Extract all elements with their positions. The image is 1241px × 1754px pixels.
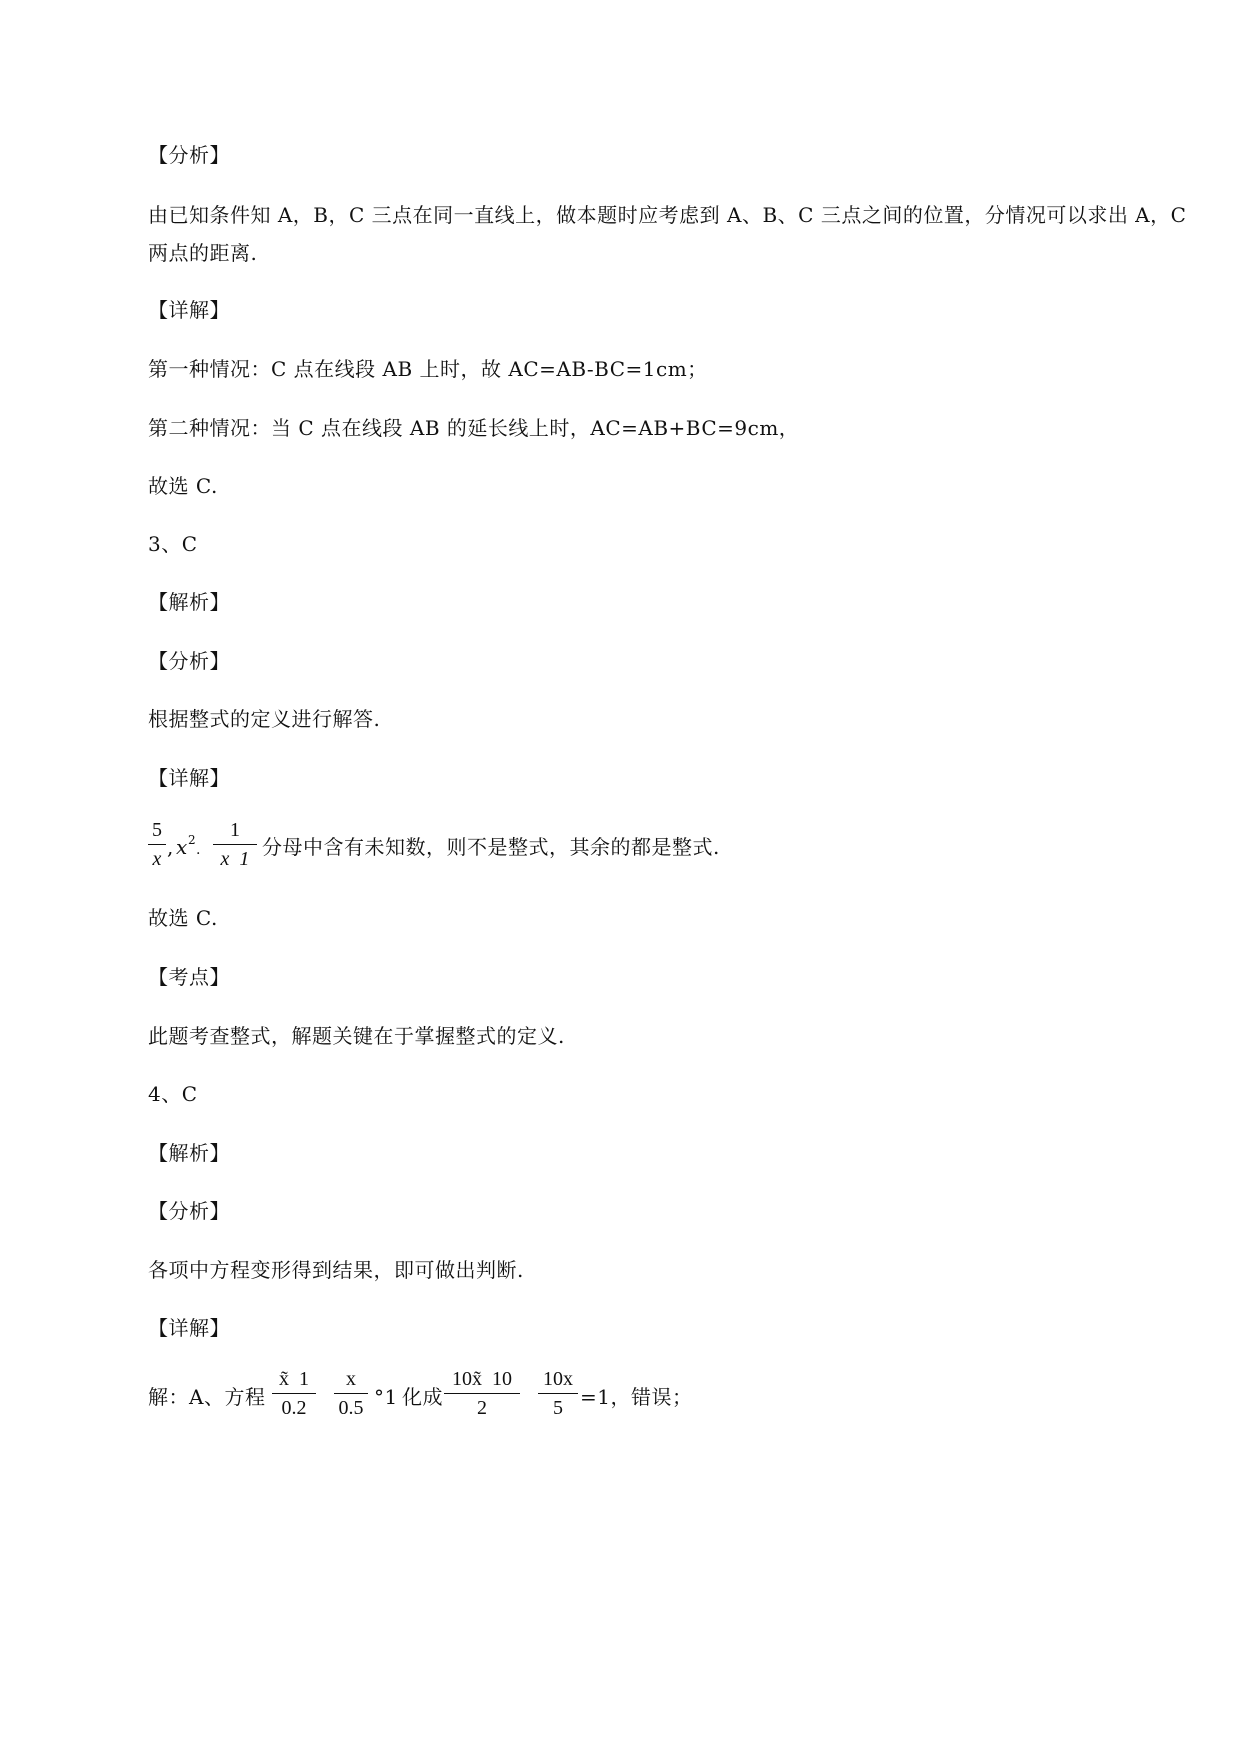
comma: , — [167, 835, 174, 859]
case-two-text: 第二种情况：当 C 点在线段 AB 的延长线上时，AC=AB+BC=9cm， — [148, 416, 800, 440]
fraction-numerator: 5 — [152, 819, 162, 841]
fraction-bar — [334, 1393, 368, 1394]
solution-tail: =1，错误； — [580, 1385, 693, 1409]
fraction-numerator: x — [346, 1368, 356, 1390]
question-3-number: 3、C — [148, 532, 198, 556]
detail-heading: 【详解】 — [148, 1316, 230, 1340]
parse-heading: 【解析】 — [148, 1141, 230, 1165]
fraction-denominator: 0.2 — [281, 1397, 307, 1419]
analysis-paragraph: 根据整式的定义进行解答. — [148, 707, 381, 731]
x-variable: x — [176, 835, 188, 859]
fraction-denominator: x 1 — [220, 848, 250, 870]
fraction-numerator: 10x̃ 10 — [452, 1368, 512, 1390]
fraction-denominator: 2 — [477, 1397, 487, 1419]
case-one-text: 第一种情况：C 点在线段 AB 上时，故 AC=AB-BC=1cm； — [148, 357, 708, 381]
analysis-heading: 【分析】 — [148, 1199, 230, 1223]
fraction-denominator: 0.5 — [338, 1397, 364, 1419]
equals-one: °1 — [374, 1385, 398, 1409]
analysis-heading: 【分析】 — [148, 143, 230, 167]
analysis-paragraph: 各项中方程变形得到结果，即可做出判断. — [148, 1258, 524, 1282]
fraction-bar — [444, 1393, 520, 1394]
exponent-2: 2 — [188, 833, 197, 847]
solution-prefix: 解：A、方程 — [148, 1385, 266, 1409]
parse-heading: 【解析】 — [148, 590, 230, 614]
analysis-heading: 【分析】 — [148, 649, 230, 673]
fraction-bar — [148, 844, 166, 845]
detail-explanation: 分母中含有未知数，则不是整式，其余的都是整式. — [262, 835, 720, 859]
answer-choice-text: 故选 C. — [148, 474, 218, 498]
fraction-bar — [538, 1393, 578, 1394]
fraction-numerator: x̃ 1 — [279, 1368, 309, 1390]
detail-heading: 【详解】 — [148, 766, 230, 790]
dot: . — [196, 842, 201, 858]
answer-choice-text: 故选 C. — [148, 906, 218, 930]
detail-heading: 【详解】 — [148, 298, 230, 322]
fraction-10x-10-over-2 — [444, 1367, 520, 1420]
fraction-denominator: x — [152, 848, 162, 870]
kaodian-heading: 【考点】 — [148, 965, 230, 989]
fraction-1-over-x-1 — [213, 818, 257, 871]
fraction-x-1-over-0.2 — [272, 1367, 316, 1420]
analysis-paragraph: 由已知条件知 A，B，C 三点在同一直线上，做本题时应考虑到 A、B、C 三点之间的位置，分情况可以求出 A，C 两点的距离. — [148, 203, 1187, 265]
fraction-numerator: 1 — [230, 819, 240, 841]
fraction-bar — [213, 844, 257, 845]
solution-mid: 化成 — [402, 1385, 443, 1409]
fraction-bar — [272, 1393, 316, 1394]
question-4-number: 4、C — [148, 1082, 198, 1106]
fraction-x-over-0.5 — [334, 1367, 368, 1420]
fraction-10x-over-5 — [538, 1367, 578, 1420]
fraction-denominator: 5 — [553, 1397, 563, 1419]
fraction-numerator: 10x — [543, 1368, 573, 1390]
kaodian-text: 此题考查整式，解题关键在于掌握整式的定义. — [148, 1024, 565, 1048]
fraction-5-over-x — [148, 818, 166, 871]
